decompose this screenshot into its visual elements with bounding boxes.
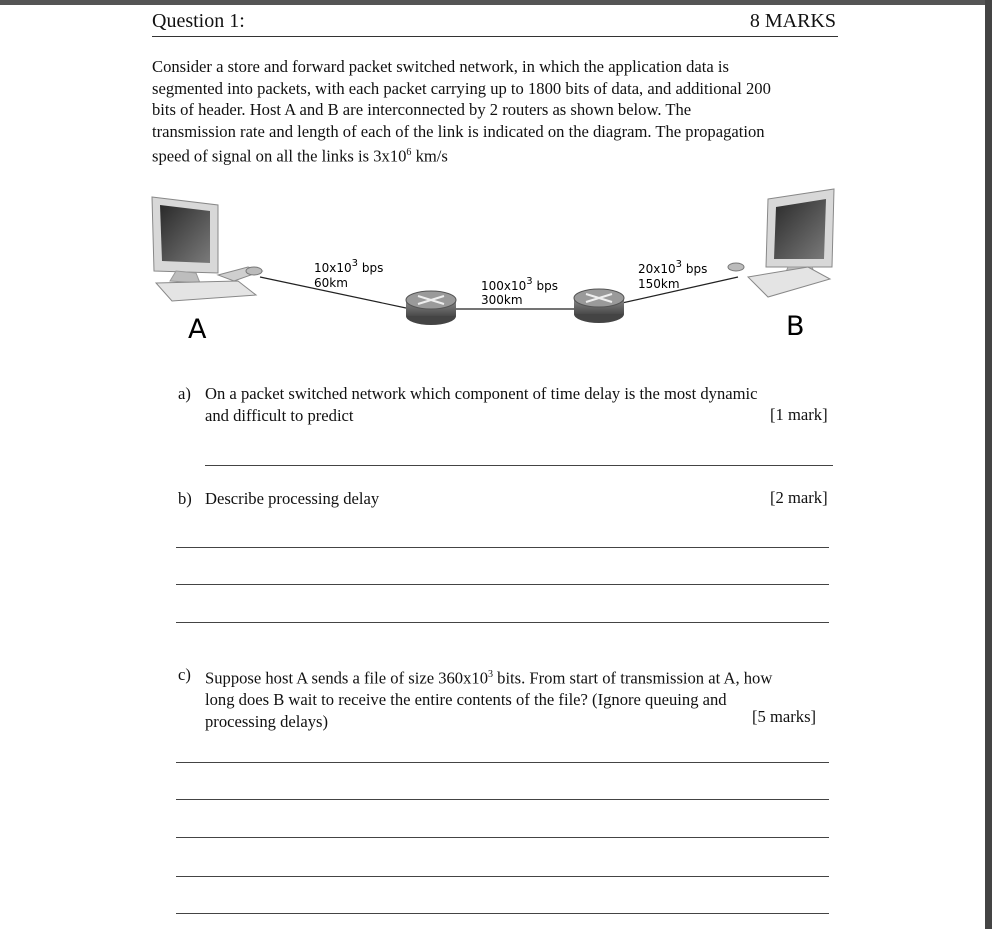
part-b-marks: [2 mark] (770, 488, 828, 507)
router-1-icon (406, 291, 456, 325)
answer-line (176, 584, 829, 585)
part-b-line: Describe processing delay (205, 489, 380, 508)
answer-line (176, 876, 829, 877)
computer-b-icon (728, 189, 834, 297)
part-c-line: processing delays) (205, 711, 329, 731)
host-a-label: A (188, 314, 207, 345)
router-2-icon (574, 289, 624, 323)
part-c (178, 664, 838, 730)
computer-a-icon (152, 197, 262, 301)
host-b-label: B (786, 311, 805, 342)
link2-rate: $100x10^3$ bps (481, 276, 558, 293)
question-intro (152, 56, 838, 167)
part-a-letter: a) (178, 384, 191, 403)
network-diagram (148, 185, 848, 350)
link1-rate: $10x10^3$ bps (314, 258, 384, 275)
intro-line: transmission rate and length of each of the link is indicated on the diagram. The propagation (152, 121, 765, 141)
part-a-marks: [1 mark] (770, 405, 828, 424)
intro-line: speed of signal on all the links is $3x10^6$ km/s (152, 146, 448, 166)
part-c-letter: c) (178, 665, 191, 684)
question-title: Question 1: (152, 10, 245, 32)
link3-rate: $20x10^3$ bps (638, 259, 708, 276)
part-b (178, 488, 578, 510)
answer-line (176, 762, 829, 763)
answer-line (205, 465, 833, 466)
question-marks: 8 MARKS (749, 10, 836, 32)
part-c-marks: [5 marks] (752, 707, 817, 726)
part-c-line: long does B wait to receive the entire contents of the file? (Ignore queuing and (205, 690, 727, 710)
part-b-letter: b) (178, 489, 192, 508)
question-header (152, 10, 838, 37)
answer-line (176, 547, 829, 548)
answer-line (176, 799, 829, 800)
part-a-line: and difficult to predict (205, 405, 354, 425)
part-a-line: On a packet switched network which component of time delay is the most dynamic (205, 384, 758, 403)
part-c-line: Suppose host A sends a file of size $360x10^3$ bits. From start of transmission at A, how (205, 668, 773, 688)
intro-line: bits of header. Host A and B are interconnected by 2 routers as shown below. The (152, 100, 692, 119)
part-a (178, 383, 838, 427)
intro-line: Consider a store and forward packet switched network, in which the application data is (152, 57, 729, 76)
link2-length: 300km (481, 293, 523, 307)
link3-length: 150km (638, 277, 680, 291)
intro-line: segmented into packets, with each packet carrying up to 1800 bits of data, and additional 200 (152, 78, 771, 98)
answer-line (176, 837, 829, 838)
answer-line (176, 622, 829, 623)
link1-length: 60km (314, 276, 348, 290)
answer-line (176, 913, 829, 914)
right-border (985, 0, 992, 929)
top-border (0, 0, 992, 5)
